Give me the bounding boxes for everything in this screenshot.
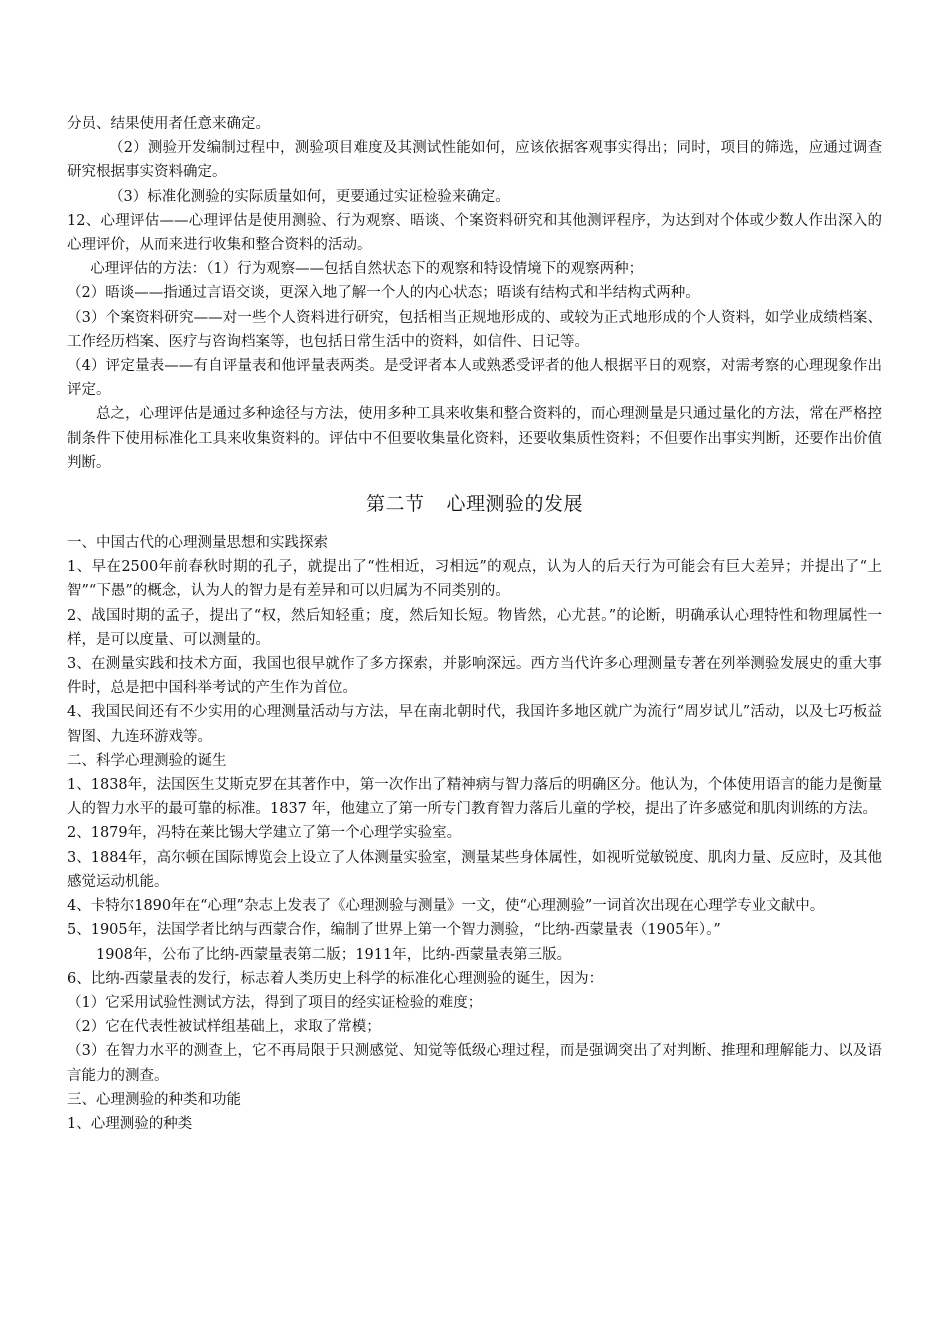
paragraph: 4、我国民间还有不少实用的心理测量活动与方法，早在南北朝时代，我国许多地区就广为流行“周岁试儿”活动，以及七巧板益智图、九连环游戏等。	[67, 704, 882, 745]
paragraph: （2）晤谈——指通过言语交谈，更深入地了解一个人的内心状态；晤谈有结构式和半结构式两种。	[67, 285, 700, 302]
paragraph: 1、心理测验的种类	[67, 1115, 193, 1132]
paragraph: 1908年，公布了比纳-西蒙量表第二版；1911年，比纳-西蒙量表第三版。	[96, 946, 572, 963]
paragraph: （3）个案资料研究——对一些个人资料进行研究，包括相当正规地形成的、或较为正式地形成的个人资料，如学业成绩档案、工作经历档案、医疗与咨询档案等，也包括日常生活中的资料，如信件、日记等。	[67, 309, 882, 350]
section-two-body	[67, 531, 882, 1136]
paragraph: 二、科学心理测验的诞生	[67, 752, 227, 769]
paragraph: （2）它在代表性被试样组基础上，求取了常模；	[67, 1019, 381, 1036]
paragraph: （3）在智力水平的测查上，它不再局限于只测感觉、知觉等低级心理过程，而是强调突出了对判断、推理和理解能力、以及语言能力的测查。	[67, 1043, 882, 1084]
section-heading	[67, 491, 882, 517]
paragraph: 3、在测量实践和技术方面，我国也很早就作了多方探索，并影响深远。西方当代许多心理测量专著在列举测验发展史的重大事件时，总是把中国科举考试的产生作为首位。	[67, 656, 882, 697]
paragraph: 1、1838年，法国医生艾斯克罗在其著作中，第一次作出了精神病与智力落后的明确区分。他认为，个体使用语言的能力是衡量人的智力水平的最可靠的标准。1837 年，他建立了第一所专门教育智力落后儿童的学校，提出了许多感觉和肌肉训练的方法。	[67, 777, 882, 818]
paragraph: 总之，心理评估是通过多种途径与方法，使用多种工具来收集和整合资料的，而心理测量是只通过量化的方法，常在严格控制条件下使用标准化工具来收集资料的。评估中不但要收集量化资料，还要收集质性资料；不但要作出事实判断，还要作出价值判断。	[67, 406, 882, 471]
paragraph: 5、1905年，法国学者比纳与西蒙合作，编制了世界上第一个智力测验，“比纳-西蒙量表（1905年）。”	[67, 922, 721, 939]
paragraph: 6、比纳-西蒙量表的发行，标志着人类历史上科学的标准化心理测验的诞生，因为：	[67, 970, 604, 987]
paragraph: 2、1879年，冯特在莱比锡大学建立了第一个心理学实验室。	[67, 825, 462, 842]
paragraph: 分员、结果使用者任意来确定。	[67, 116, 270, 132]
paragraph: 一、中国古代的心理测量思想和实践探索	[67, 535, 328, 552]
page-content	[67, 112, 882, 1136]
paragraph: 3、1884年，高尔顿在国际博览会上设立了人体测量实验室，测量某些身体属性，如视听觉敏锐度、肌肉力量、反应时，及其他感觉运动机能。	[67, 849, 882, 890]
paragraph: 三、心理测验的种类和功能	[67, 1091, 241, 1108]
paragraph: 4、卡特尔1890年在“心理”杂志上发表了《心理测验与测量》一文，使“心理测验”一词首次出现在心理学专业文献中。	[67, 898, 825, 915]
paragraph: （1）它采用试验性测试方法，得到了项目的经实证检验的难度；	[67, 994, 483, 1011]
section-number: 第二节	[365, 493, 425, 516]
section-one-continuation	[67, 112, 882, 475]
paragraph: 2、战国时期的孟子，提出了“权，然后知轻重；度，然后知长短。物皆然，心尤甚。”的论断，明确承认心理特性和物理属性一样，是可以度量、可以测量的。	[67, 607, 882, 648]
paragraph: （4）评定量表——有自评量表和他评量表两类。是受评者本人或熟悉受评者的他人根据平日的观察，对需考察的心理现象作出评定。	[67, 358, 882, 399]
paragraph: （3）标准化测验的实际质量如何，更要通过实证检验来确定。	[109, 188, 510, 205]
paragraph: （2）测验开发编制过程中，测验项目难度及其测试性能如何，应该依据客观事实得出；同时，项目的筛选，应通过调查研究根据事实资料确定。	[67, 140, 882, 181]
section-title: 心理测验的发展	[446, 493, 584, 516]
paragraph: 1、早在2500年前春秋时期的孔子，就提出了“性相近，习相远”的观点，认为人的后天行为可能会有巨大差异；并提出了“上智”“下愚”的概念，认为人的智力是有差异和可以归属为不同类别的。	[67, 559, 882, 600]
paragraph: 心理评估的方法：（1）行为观察——包括自然状态下的观察和特设情境下的观察两种；	[90, 261, 644, 278]
paragraph: 12、心理评估——心理评估是使用测验、行为观察、晤谈、个案资料研究和其他测评程序，为达到对个体或少数人作出深入的心理评价，从而来进行收集和整合资料的活动。	[67, 212, 882, 254]
